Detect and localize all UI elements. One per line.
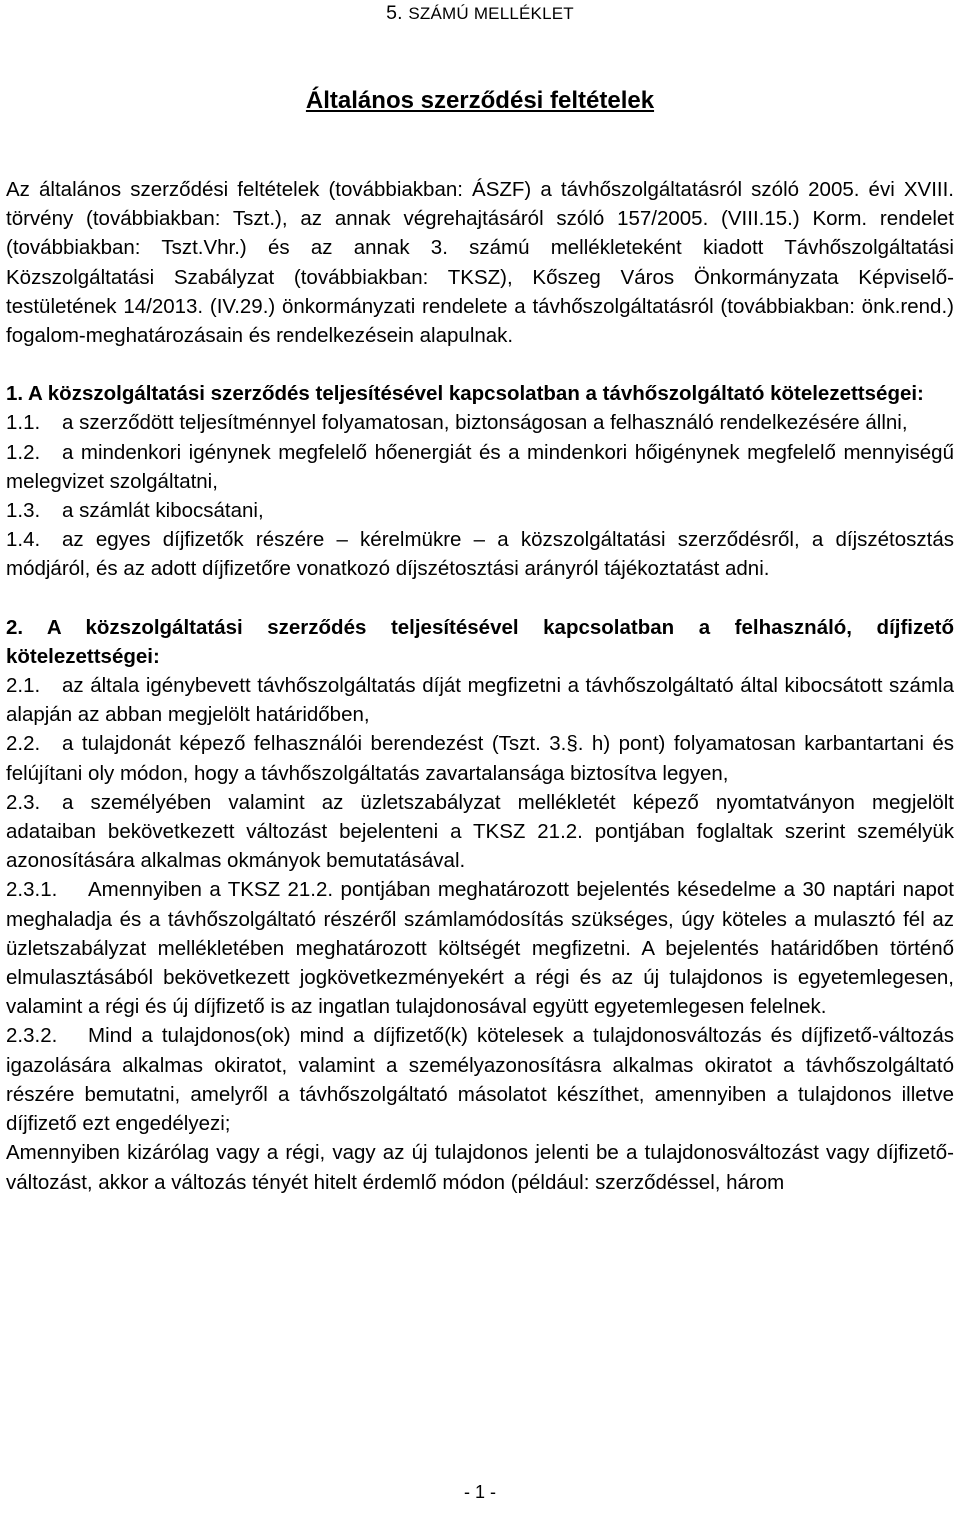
item-text: Amennyiben a TKSZ 21.2. pontjában meghatározott bejelentés késedelme a 30 naptári napot meghaladja és a távhőszolgáltató részéről számlamódosítás szükséges, úgy köteles a mulasztó fél az üzletszabályzat mellékletében meghatározott költségét megfizetni. A bejelentés határidőben történő elmulasztásából bekövetkezett jogkövetkezményekért a régi és az új tulajdonos is egyetemlegesen, valamint a régi és új díjfizető is az ingatlan tulajdonosával együtt egyetemlegesen felelnek. bbox=[6, 878, 954, 1019]
list-item bbox=[6, 671, 954, 729]
item-number: 1.4. bbox=[6, 528, 41, 552]
annex-word: SZÁMÚ MELLÉKLET bbox=[408, 4, 574, 23]
section-2-heading: 2. A közszolgáltatási szerződés teljesítésével kapcsolatban a felhasználó, díjfizető kötelezettségei: bbox=[6, 615, 954, 668]
item-text: a számlát kibocsátani, bbox=[62, 499, 264, 523]
list-item bbox=[6, 788, 954, 876]
list-item bbox=[6, 875, 954, 1021]
item-text: Mind a tulajdonos(ok) mind a díjfizető(k) kötelesek a tulajdonosváltozás és díjfizető-változás igazolására alkalmas okiratot, valamint a személyazonosításra alkalmas okiratot a távhőszolgáltató részére bemutatni, amelyről a távhőszolgáltató másolatot készíthet, amennyiben a tulajdonos illetve díjfizető ezt engedélyezi; bbox=[6, 1024, 954, 1136]
section-1-heading: 1. A közszolgáltatási szerződés teljesítésével kapcsolatban a távhőszolgáltató kötelezettségei: bbox=[6, 382, 924, 406]
item-text: a szerződött teljesítménnyel folyamatosan, biztonságosan a felhasználó rendelkezésére állni, bbox=[62, 411, 908, 435]
document-title: Általános szerződési feltételek bbox=[305, 87, 655, 114]
item-text: a személyében valamint az üzletszabályzat mellékletét képező nyomtatványon megjelölt adataiban bekövetkezett változást bejelenteni a TKSZ 21.2. pontjában foglaltak szerint személyük azonosítására alkalmas okmányok bemutatásával. bbox=[6, 790, 954, 873]
annex-label bbox=[0, 1, 960, 26]
item-number: 2.2. bbox=[6, 732, 41, 756]
list-item bbox=[6, 525, 954, 583]
item-text: az általa igénybevett távhőszolgáltatás díját megfizetni a távhőszolgáltató által kibocsátott számla alapján az abban megjelölt határidőben, bbox=[6, 674, 954, 727]
item-number: 2.1. bbox=[6, 674, 41, 698]
item-text: a mindenkori igénynek megfelelő hőenergiát és a mindenkori hőigénynek megfelelő mennyiségű melegvizet szolgáltatni, bbox=[6, 440, 954, 493]
list-item bbox=[6, 1021, 954, 1138]
item-text: az egyes díjfizetők részére – kérelmükre – a közszolgáltatási szerződésről, a díjszétosztás módjáról, és az adott díjfizetőre vonatkozó díjszétosztási arányról tájékoztatást adni. bbox=[6, 528, 954, 581]
item-number: 1.3. bbox=[6, 499, 41, 523]
document-body bbox=[6, 175, 954, 1197]
item-number: 2.3.2. bbox=[6, 1024, 58, 1048]
list-item bbox=[6, 729, 954, 787]
annex-number: 5. bbox=[386, 2, 403, 24]
list-item bbox=[6, 408, 954, 437]
item-number: 2.3. bbox=[6, 790, 41, 814]
page-number: - 1 - bbox=[463, 1482, 496, 1502]
item-number: 1.1. bbox=[6, 411, 41, 435]
item-number: 1.2. bbox=[6, 440, 41, 464]
item-number: 2.3.1. bbox=[6, 878, 58, 902]
list-item bbox=[6, 496, 954, 525]
intro-paragraph: Az általános szerződési feltételek (továbbiakban: ÁSZF) a távhőszolgáltatásról szóló 2005. évi XVIII. törvény (továbbiakban: Tszt.), az annak végrehajtásáról szóló 157/2005. (VIII.15.) Korm. rendelet (továbbiakban: Tszt.Vhr.) és az annak 3. számú mellékleteként kiadott Távhőszolgáltatási Közszolgáltatási Szabályzat (továbbiakban: TKSZ), Kőszeg Város Önkormányzata Képviselő-testületének 14/2013. (IV.29.) önkormányzati rendelete a távhőszolgáltatásról (továbbiakban: önk.rend.) fogalom-meghatározásain és rendelkezésein alapulnak. bbox=[6, 178, 954, 348]
item-text: a tulajdonát képező felhasználói berendezést (Tszt. 3.§. h) pont) folyamatosan karbantartani és felújítani oly módon, hogy a távhőszolgáltatás zavartalansága biztosítva legyen, bbox=[6, 732, 954, 785]
closing-paragraph: Amennyiben kizárólag vagy a régi, vagy az új tulajdonos jelenti be a tulajdonosváltozást vagy díjfizető-változást, akkor a változás tényét hitelt érdemlő módon (például: szerződéssel, három bbox=[6, 1141, 954, 1194]
list-item bbox=[6, 438, 954, 496]
